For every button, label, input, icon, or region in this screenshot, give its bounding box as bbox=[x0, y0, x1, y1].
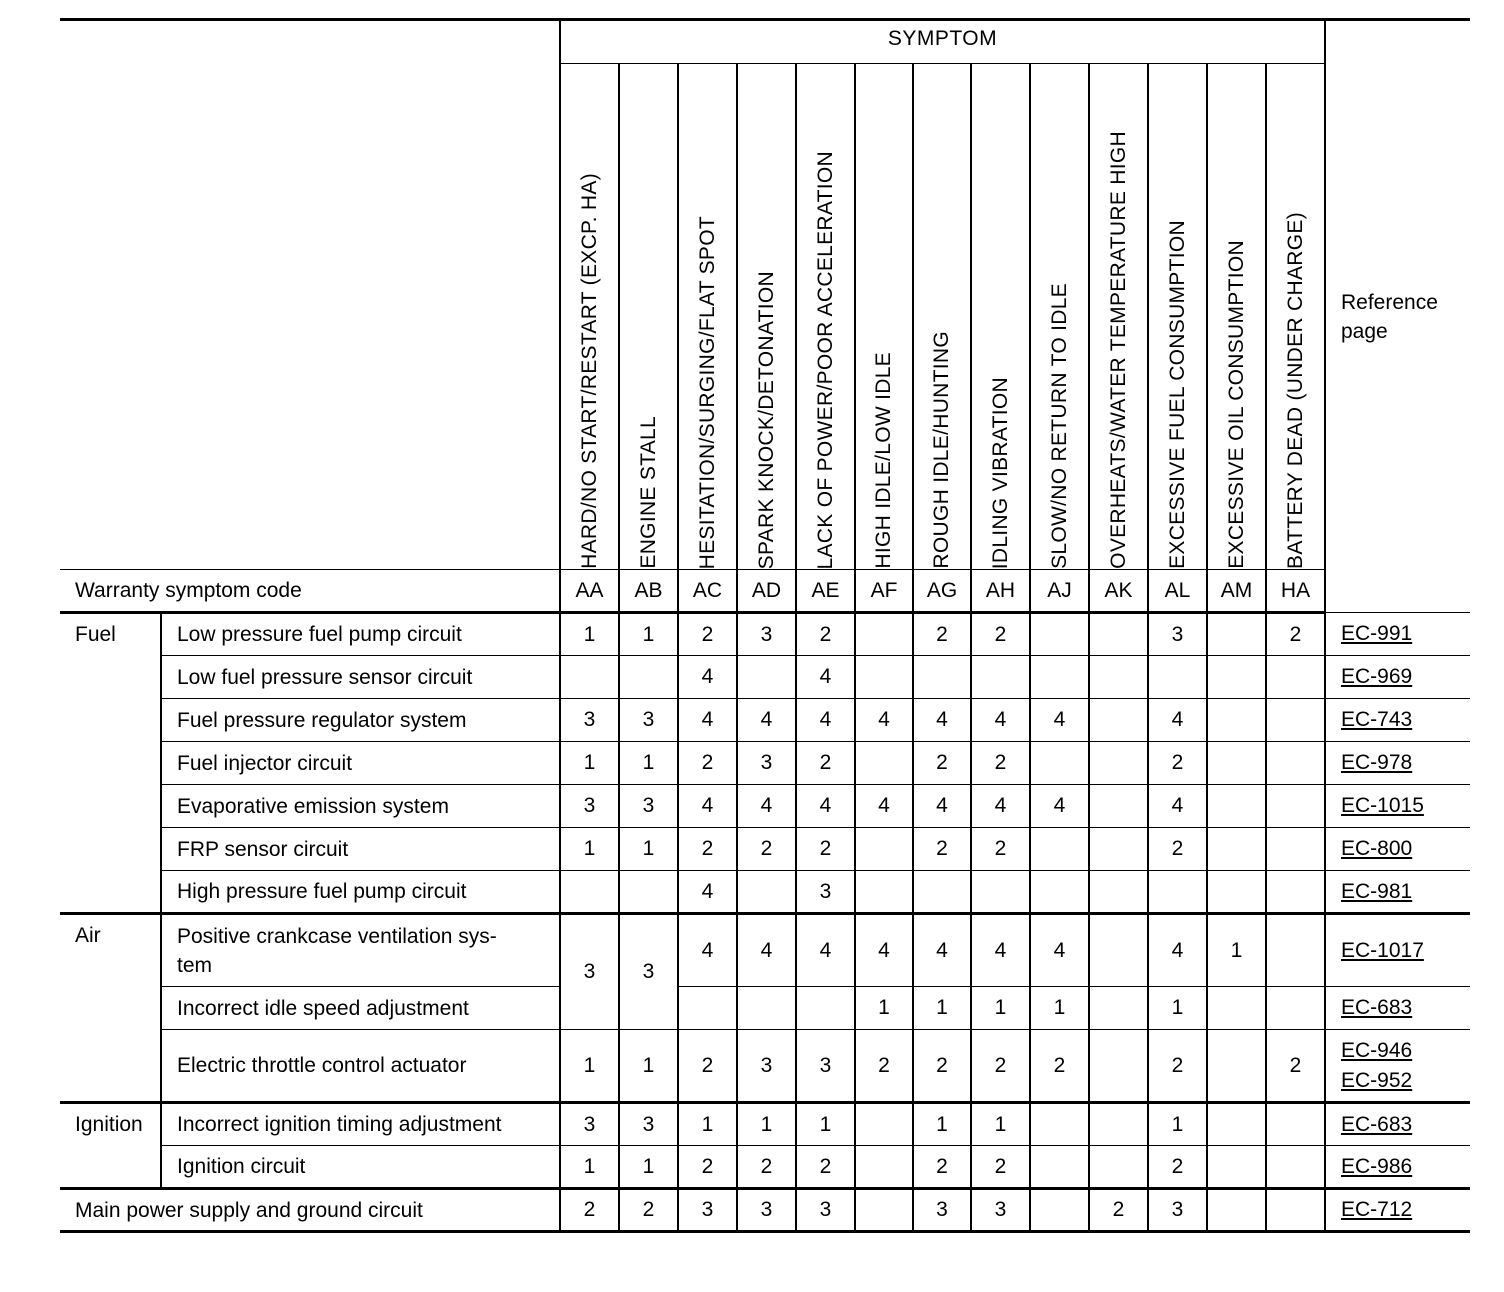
reference-link[interactable]: EC-683 bbox=[1341, 996, 1413, 1019]
rating-cell: 1 bbox=[560, 742, 619, 785]
table-row bbox=[60, 1146, 1470, 1189]
rating-cell bbox=[1089, 987, 1148, 1030]
rating-cell: 3 bbox=[737, 742, 796, 785]
rating-cell bbox=[1266, 742, 1325, 785]
item-name: Incorrect idle speed adjustment bbox=[161, 987, 560, 1030]
rating-cell: 2 bbox=[913, 828, 971, 871]
rating-cell: 3 bbox=[560, 699, 619, 742]
rating-cell: 2 bbox=[678, 742, 737, 785]
item-name-line2: tem bbox=[177, 953, 213, 977]
symptom-column-header bbox=[971, 64, 1030, 570]
warranty-code: AG bbox=[913, 570, 971, 613]
rating-cell: 1 bbox=[855, 987, 913, 1030]
reference-cell bbox=[1325, 1030, 1470, 1103]
rating-cell bbox=[678, 987, 737, 1030]
warranty-code: AA bbox=[560, 570, 619, 613]
reference-cell bbox=[1325, 699, 1470, 742]
rating-cell bbox=[1148, 871, 1207, 914]
rating-cell: 4 bbox=[796, 914, 855, 987]
rating-cell: 1 bbox=[678, 1103, 737, 1146]
reference-link[interactable]: EC-683 bbox=[1341, 1112, 1413, 1136]
symptom-label: HIGH IDLE/LOW IDLE bbox=[872, 352, 895, 569]
rating-cell: 2 bbox=[678, 613, 737, 656]
rating-cell: 4 bbox=[913, 785, 971, 828]
rating-cell bbox=[1207, 1030, 1266, 1103]
table-row bbox=[60, 828, 1470, 871]
reference-cell bbox=[1325, 987, 1470, 1030]
rating-cell: 3 bbox=[678, 1189, 737, 1232]
reference-link[interactable]: EC-1017 bbox=[1341, 938, 1424, 962]
rating-cell bbox=[560, 656, 619, 699]
rating-cell: 2 bbox=[1148, 1146, 1207, 1189]
symptom-column-header bbox=[560, 64, 619, 570]
rating-cell bbox=[971, 656, 1030, 699]
reference-link[interactable]: EC-712 bbox=[1341, 1198, 1413, 1221]
rating-cell: 3 bbox=[796, 871, 855, 914]
rating-cell bbox=[1207, 871, 1266, 914]
reference-cell bbox=[1325, 1146, 1470, 1189]
table-row bbox=[60, 785, 1470, 828]
rating-cell: 1 bbox=[1148, 987, 1207, 1030]
rating-cell: 1 bbox=[619, 742, 678, 785]
rating-cell bbox=[1089, 785, 1148, 828]
warranty-code: HA bbox=[1266, 570, 1325, 613]
rating-cell: 2 bbox=[1148, 1030, 1207, 1103]
rating-cell: 4 bbox=[737, 785, 796, 828]
reference-link[interactable]: EC-978 bbox=[1341, 751, 1413, 774]
item-name: Electric throttle control actuator bbox=[161, 1030, 560, 1103]
rating-cell bbox=[855, 742, 913, 785]
rating-cell: 2 bbox=[913, 742, 971, 785]
reference-link[interactable]: EC-946 bbox=[1341, 1038, 1413, 1062]
rating-cell bbox=[1089, 914, 1148, 987]
rating-cell bbox=[737, 656, 796, 699]
rating-cell: 4 bbox=[796, 656, 855, 699]
rating-cell: 4 bbox=[678, 656, 737, 699]
symptom-column-header bbox=[1089, 64, 1148, 570]
rating-cell: 3 bbox=[737, 1189, 796, 1232]
rating-cell: 1 bbox=[913, 987, 971, 1030]
reference-link[interactable]: EC-969 bbox=[1341, 665, 1413, 688]
symptom-column-header bbox=[796, 64, 855, 570]
rating-cell: 4 bbox=[855, 785, 913, 828]
warranty-code: AK bbox=[1089, 570, 1148, 613]
symptom-column-header bbox=[678, 64, 737, 570]
item-name: Ignition circuit bbox=[161, 1146, 560, 1189]
rating-cell: 3 bbox=[796, 1030, 855, 1103]
rating-cell bbox=[855, 871, 913, 914]
rating-cell bbox=[796, 987, 855, 1030]
rating-cell bbox=[1207, 785, 1266, 828]
rating-cell: 4 bbox=[855, 699, 913, 742]
rating-cell: 3 bbox=[1148, 1189, 1207, 1232]
rating-cell: 1 bbox=[619, 613, 678, 656]
item-name: Incorrect ignition timing adjustment bbox=[161, 1103, 560, 1146]
warranty-code-label: Warranty symptom code bbox=[60, 570, 560, 613]
item-name: Fuel pressure regulator system bbox=[161, 699, 560, 742]
rating-cell: 1 bbox=[737, 1103, 796, 1146]
warranty-code: AF bbox=[855, 570, 913, 613]
rating-cell: 4 bbox=[971, 914, 1030, 987]
rating-cell: 3 bbox=[619, 914, 678, 1030]
rating-cell bbox=[1030, 1103, 1089, 1146]
rating-cell: 1 bbox=[796, 1103, 855, 1146]
item-name: Low pressure fuel pump circuit bbox=[161, 613, 560, 656]
rating-cell bbox=[1207, 1189, 1266, 1232]
symptom-label: EXCESSIVE OIL CONSUMPTION bbox=[1224, 240, 1248, 569]
reference-cell bbox=[1325, 613, 1470, 656]
rating-cell: 2 bbox=[737, 1146, 796, 1189]
rating-cell bbox=[619, 656, 678, 699]
warranty-code: AC bbox=[678, 570, 737, 613]
rating-cell bbox=[855, 613, 913, 656]
rating-cell: 4 bbox=[855, 914, 913, 987]
rating-cell: 4 bbox=[678, 699, 737, 742]
symptom-column-header bbox=[855, 64, 913, 570]
rating-cell bbox=[1266, 987, 1325, 1030]
symptom-column-header bbox=[1266, 64, 1325, 570]
rating-cell bbox=[1266, 785, 1325, 828]
item-name: Fuel injector circuit bbox=[161, 742, 560, 785]
rating-cell bbox=[1089, 699, 1148, 742]
rating-cell: 1 bbox=[913, 1103, 971, 1146]
rating-cell: 4 bbox=[1030, 785, 1089, 828]
rating-cell: 2 bbox=[678, 828, 737, 871]
rating-cell: 4 bbox=[1030, 914, 1089, 987]
symptom-label: OVERHEATS/WATER TEMPERATURE HIGH bbox=[1106, 131, 1130, 569]
rating-cell bbox=[1089, 1030, 1148, 1103]
rating-cell: 2 bbox=[619, 1189, 678, 1232]
rating-cell: 3 bbox=[619, 1103, 678, 1146]
rating-cell: 4 bbox=[1148, 785, 1207, 828]
symptom-label: SLOW/NO RETURN TO IDLE bbox=[1047, 283, 1071, 569]
main-power-row-label: Main power supply and ground circuit bbox=[60, 1189, 560, 1232]
rating-cell: 3 bbox=[560, 785, 619, 828]
item-name bbox=[161, 914, 560, 987]
table-row bbox=[60, 871, 1470, 914]
symptom-column-header bbox=[913, 64, 971, 570]
reference-cell bbox=[1325, 828, 1470, 871]
reference-cell bbox=[1325, 785, 1470, 828]
rating-cell: 2 bbox=[971, 1030, 1030, 1103]
rating-cell: 1 bbox=[619, 1146, 678, 1189]
rating-cell: 2 bbox=[1089, 1189, 1148, 1232]
rating-cell bbox=[1089, 1146, 1148, 1189]
rating-cell: 2 bbox=[971, 828, 1030, 871]
symptom-label: IDLING VIBRATION bbox=[988, 376, 1012, 569]
rating-cell bbox=[855, 1189, 913, 1232]
reference-link[interactable]: EC-981 bbox=[1341, 879, 1413, 903]
rating-cell: 3 bbox=[737, 613, 796, 656]
rating-cell: 4 bbox=[913, 914, 971, 987]
reference-header-line2: page bbox=[1341, 319, 1388, 343]
rating-cell bbox=[1266, 914, 1325, 987]
rating-cell: 2 bbox=[678, 1146, 737, 1189]
rating-cell bbox=[1148, 656, 1207, 699]
rating-cell: 4 bbox=[1148, 914, 1207, 987]
rating-cell bbox=[619, 871, 678, 914]
rating-cell: 3 bbox=[619, 785, 678, 828]
rating-cell bbox=[1207, 828, 1266, 871]
symptom-matrix-table bbox=[60, 18, 1470, 1233]
rating-cell: 1 bbox=[1148, 1103, 1207, 1146]
rating-cell bbox=[855, 1146, 913, 1189]
symptom-column-header bbox=[619, 64, 678, 570]
rating-cell: 3 bbox=[913, 1189, 971, 1232]
rating-cell bbox=[1266, 871, 1325, 914]
rating-cell: 4 bbox=[678, 785, 737, 828]
reference-page-header bbox=[1325, 20, 1470, 613]
symptom-label: LACK OF POWER/POOR ACCELERATION bbox=[813, 150, 837, 569]
rating-cell: 1 bbox=[1030, 987, 1089, 1030]
warranty-code: AM bbox=[1207, 570, 1266, 613]
table-row bbox=[60, 1189, 1470, 1232]
rating-cell: 2 bbox=[678, 1030, 737, 1103]
rating-cell: 2 bbox=[737, 828, 796, 871]
symptom-label: SPARK KNOCK/DETONATION bbox=[754, 270, 778, 569]
rating-cell: 4 bbox=[971, 785, 1030, 828]
rating-cell: 2 bbox=[796, 828, 855, 871]
reference-link[interactable]: EC-952 bbox=[1341, 1068, 1413, 1092]
reference-cell bbox=[1325, 1103, 1470, 1146]
warranty-code: AB bbox=[619, 570, 678, 613]
warranty-code: AJ bbox=[1030, 570, 1089, 613]
rating-cell: 3 bbox=[1148, 613, 1207, 656]
rating-cell bbox=[1030, 742, 1089, 785]
rating-cell bbox=[855, 656, 913, 699]
rating-cell: 3 bbox=[560, 1103, 619, 1146]
rating-cell bbox=[1207, 656, 1266, 699]
rating-cell: 2 bbox=[971, 742, 1030, 785]
rating-cell: 4 bbox=[796, 699, 855, 742]
rating-cell: 2 bbox=[913, 1146, 971, 1189]
rating-cell: 4 bbox=[678, 914, 737, 987]
rating-cell: 1 bbox=[560, 613, 619, 656]
rating-cell bbox=[1089, 1103, 1148, 1146]
symptom-label: HESITATION/SURGING/FLAT SPOT bbox=[695, 215, 719, 569]
rating-cell bbox=[1030, 828, 1089, 871]
rating-cell bbox=[1089, 656, 1148, 699]
rating-cell: 2 bbox=[913, 1030, 971, 1103]
rating-cell: 3 bbox=[796, 1189, 855, 1232]
rating-cell: 4 bbox=[1148, 699, 1207, 742]
table-row bbox=[60, 699, 1470, 742]
rating-cell bbox=[737, 871, 796, 914]
item-name-line1: Positive crankcase ventilation sys- bbox=[177, 924, 497, 948]
blank-corner-cell bbox=[60, 20, 560, 570]
table-row bbox=[60, 656, 1470, 699]
rating-cell bbox=[1266, 699, 1325, 742]
reference-cell bbox=[1325, 871, 1470, 914]
table-row bbox=[60, 742, 1470, 785]
rating-cell bbox=[1089, 742, 1148, 785]
warranty-code: AE bbox=[796, 570, 855, 613]
rating-cell: 2 bbox=[1266, 613, 1325, 656]
warranty-code: AD bbox=[737, 570, 796, 613]
rating-cell: 2 bbox=[971, 613, 1030, 656]
symptom-label: ROUGH IDLE/HUNTING bbox=[930, 331, 953, 569]
rating-cell: 4 bbox=[1030, 699, 1089, 742]
rating-cell: 4 bbox=[796, 785, 855, 828]
rating-cell: 4 bbox=[678, 871, 737, 914]
rating-cell: 4 bbox=[971, 699, 1030, 742]
reference-cell bbox=[1325, 656, 1470, 699]
rating-cell: 4 bbox=[737, 914, 796, 987]
rating-cell bbox=[913, 871, 971, 914]
symptom-column-header bbox=[1148, 64, 1207, 570]
rating-cell bbox=[1266, 828, 1325, 871]
symptom-header: SYMPTOM bbox=[560, 20, 1325, 64]
rating-cell: 2 bbox=[796, 613, 855, 656]
rating-cell: 3 bbox=[619, 699, 678, 742]
rating-cell bbox=[1030, 871, 1089, 914]
rating-cell bbox=[1030, 656, 1089, 699]
rating-cell: 1 bbox=[560, 1146, 619, 1189]
symptom-label: EXCESSIVE FUEL CONSUMPTION bbox=[1165, 220, 1189, 569]
warranty-code: AH bbox=[971, 570, 1030, 613]
rating-cell: 2 bbox=[1266, 1030, 1325, 1103]
rating-cell: 2 bbox=[1148, 828, 1207, 871]
symptom-column-header bbox=[737, 64, 796, 570]
symptom-label: HARD/NO START/RESTART (EXCP. HA) bbox=[577, 173, 601, 569]
table-row bbox=[60, 914, 1470, 987]
rating-cell bbox=[737, 987, 796, 1030]
symptom-column-header bbox=[1030, 64, 1089, 570]
reference-link[interactable]: EC-1015 bbox=[1341, 794, 1424, 817]
rating-cell: 3 bbox=[737, 1030, 796, 1103]
rating-cell bbox=[1030, 1146, 1089, 1189]
rating-cell: 2 bbox=[971, 1146, 1030, 1189]
symptom-label: ENGINE STALL bbox=[636, 416, 660, 569]
rating-cell: 2 bbox=[913, 613, 971, 656]
reference-link[interactable]: EC-800 bbox=[1341, 837, 1413, 860]
table-row bbox=[60, 1030, 1470, 1103]
item-name: High pressure fuel pump circuit bbox=[161, 871, 560, 914]
reference-link[interactable]: EC-743 bbox=[1341, 708, 1413, 731]
reference-cell bbox=[1325, 914, 1470, 987]
item-name: FRP sensor circuit bbox=[161, 828, 560, 871]
table-row bbox=[60, 1103, 1470, 1146]
rating-cell bbox=[855, 828, 913, 871]
rating-cell: 2 bbox=[1148, 742, 1207, 785]
rating-cell bbox=[1207, 699, 1266, 742]
rating-cell: 4 bbox=[913, 699, 971, 742]
rating-cell bbox=[1207, 987, 1266, 1030]
rating-cell: 3 bbox=[560, 914, 619, 1030]
rating-cell bbox=[1266, 1103, 1325, 1146]
rating-cell bbox=[1266, 1189, 1325, 1232]
reference-cell bbox=[1325, 742, 1470, 785]
rating-cell: 2 bbox=[855, 1030, 913, 1103]
rating-cell bbox=[1266, 1146, 1325, 1189]
warranty-code: AL bbox=[1148, 570, 1207, 613]
item-name: Low fuel pressure sensor circuit bbox=[161, 656, 560, 699]
rating-cell bbox=[1207, 1146, 1266, 1189]
rating-cell: 2 bbox=[796, 1146, 855, 1189]
rating-cell: 2 bbox=[1030, 1030, 1089, 1103]
item-name: Evaporative emission system bbox=[161, 785, 560, 828]
rating-cell bbox=[1266, 656, 1325, 699]
rating-cell bbox=[913, 656, 971, 699]
rating-cell bbox=[971, 871, 1030, 914]
rating-cell bbox=[1089, 828, 1148, 871]
table-row bbox=[60, 987, 1470, 1030]
rating-cell: 1 bbox=[971, 1103, 1030, 1146]
reference-cell bbox=[1325, 1189, 1470, 1232]
rating-cell bbox=[1089, 871, 1148, 914]
rating-cell: 3 bbox=[971, 1189, 1030, 1232]
rating-cell: 1 bbox=[619, 1030, 678, 1103]
rating-cell: 1 bbox=[1207, 914, 1266, 987]
rating-cell bbox=[855, 1103, 913, 1146]
rating-cell: 1 bbox=[619, 828, 678, 871]
rating-cell: 1 bbox=[560, 828, 619, 871]
reference-link[interactable]: EC-986 bbox=[1341, 1154, 1413, 1178]
group-label: Ignition bbox=[60, 1103, 161, 1189]
rating-cell: 1 bbox=[560, 1030, 619, 1103]
rating-cell bbox=[1207, 1103, 1266, 1146]
rating-cell bbox=[1030, 613, 1089, 656]
group-label: Air bbox=[60, 914, 161, 1103]
symptom-column-header bbox=[1207, 64, 1266, 570]
rating-cell bbox=[1207, 742, 1266, 785]
reference-header-line1: Reference bbox=[1341, 290, 1438, 314]
rating-cell bbox=[560, 871, 619, 914]
group-label: Fuel bbox=[60, 613, 161, 914]
rating-cell bbox=[1089, 613, 1148, 656]
rating-cell: 2 bbox=[796, 742, 855, 785]
symptom-label: BATTERY DEAD (UNDER CHARGE) bbox=[1283, 212, 1307, 569]
table-row bbox=[60, 613, 1470, 656]
rating-cell: 4 bbox=[737, 699, 796, 742]
rating-cell bbox=[1030, 1189, 1089, 1232]
rating-cell: 1 bbox=[971, 987, 1030, 1030]
rating-cell: 2 bbox=[560, 1189, 619, 1232]
rating-cell bbox=[1207, 613, 1266, 656]
reference-link[interactable]: EC-991 bbox=[1341, 622, 1413, 645]
